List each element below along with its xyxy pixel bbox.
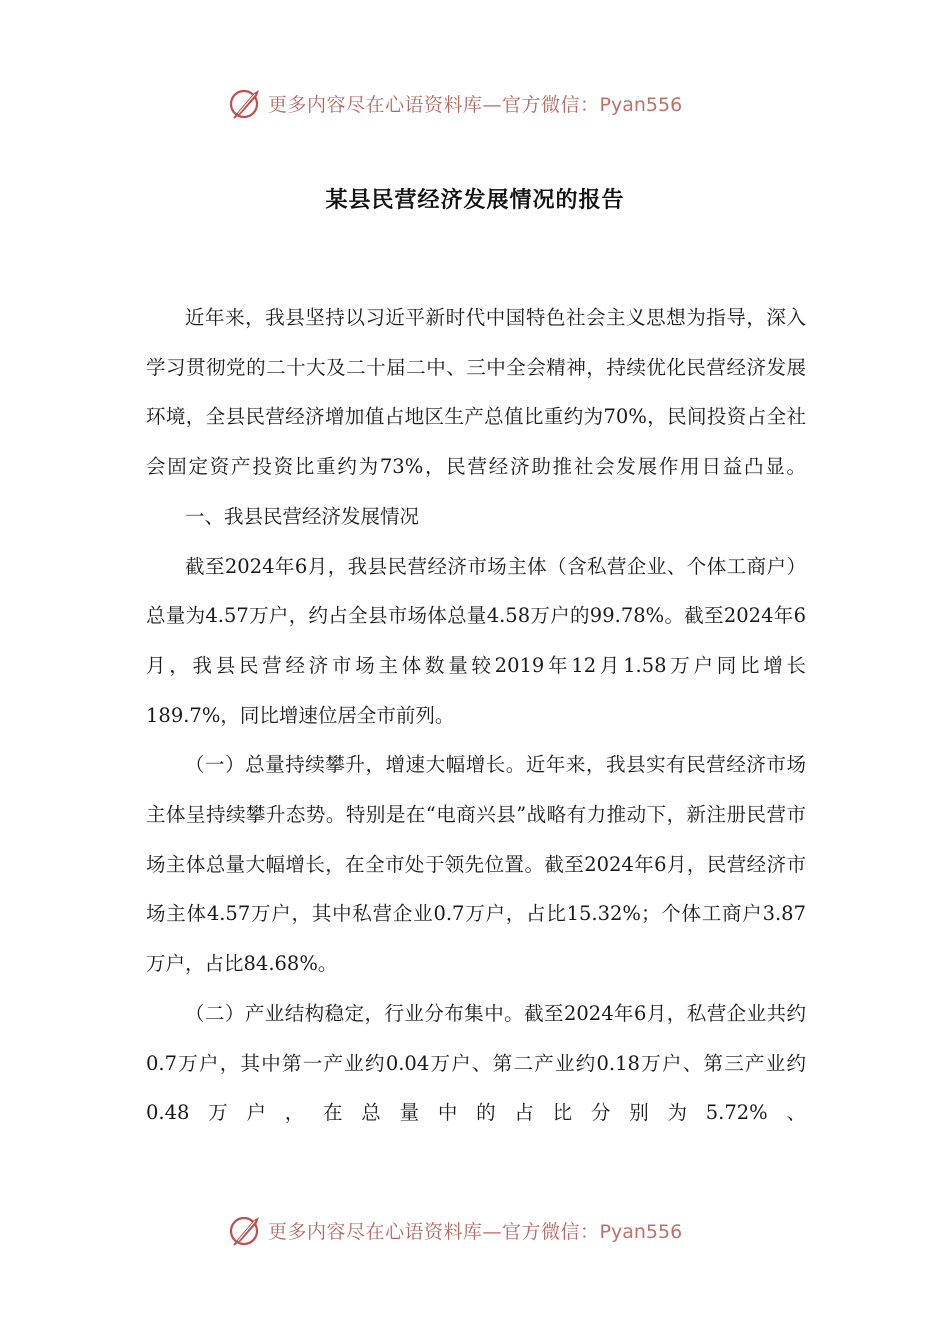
watermark-text: 更多内容尽在心语资料库—官方微信：Pyan556 (268, 1220, 683, 1243)
paragraph: （二）产业结构稳定，行业分布集中。截至2024年6月，私营企业共约0.7万户，其中第一产业约0.04万户、第二产业约0.18万户、第三产业约0.48万户，在总量中的占比分别为5.72%、 (146, 1001, 806, 1125)
watermark-text: 更多内容尽在心语资料库—官方微信：Pyan556 (268, 93, 683, 116)
paragraph: 近年来，我县坚持以习近平新时代中国特色社会主义思想为指导，深入学习贯彻党的二十大及二十届二中、三中全会精神，持续优化民营经济发展环境，全县民营经济增加值占地区生产总值比重约为70%，民间投资占全社会固定资产投资比重约为73%，民营经济助推社会发展作用日益凸显。 (146, 306, 806, 479)
paragraph: 截至2024年6月，我县民营经济市场主体（含私营企业、个体工商户）总量为4.57万户，约占全县市场体总量4.58万户的99.78%。截至2024年6月，我县民营经济市场主体数量较2019年12月1.58万户同比增长189.7%，同比增速位居全市前列。 (146, 554, 806, 727)
document-title: 某县民营经济发展情况的报告 (325, 187, 625, 213)
paragraph: （一）总量持续攀升，增速大幅增长。近年来，我县实有民营经济市场主体呈持续攀升态势。特别是在“电商兴县”战略有力推动下，新注册民营市场主体总量大幅增长，在全市处于领先位置。截至2024年6月，民营经济市场主体4.57万户，其中私营企业0.7万户，占比15.32%；个体工商户3.87万户，占比84.68%。 (146, 753, 806, 976)
document-body (146, 293, 806, 1138)
quill-logo-icon (228, 85, 264, 121)
watermark-header (228, 83, 682, 123)
watermark-footer (228, 1210, 682, 1250)
quill-logo-icon (228, 1212, 264, 1248)
section-heading: 一、我县民营经济发展情况 (185, 504, 420, 528)
